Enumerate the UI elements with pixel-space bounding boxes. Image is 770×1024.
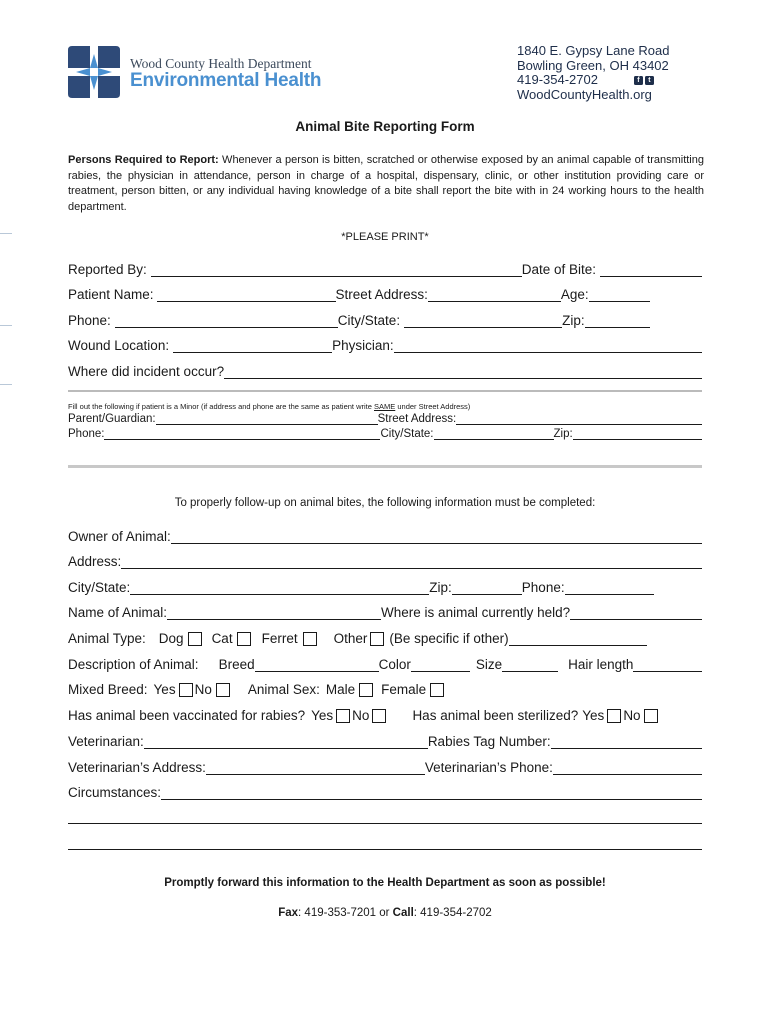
- row-owner-address: [68, 554, 702, 569]
- breed-field[interactable]: [255, 658, 379, 672]
- minor-instructions: [68, 402, 470, 411]
- phone-label: Phone:: [68, 313, 111, 328]
- sex-male-checkbox[interactable]: [359, 683, 373, 697]
- section-divider: [68, 390, 702, 392]
- minor-phone-label: Phone:: [68, 428, 105, 440]
- row-incident-location: [68, 364, 702, 379]
- wound-location-label: Wound Location:: [68, 338, 170, 353]
- owner-zip-field[interactable]: [452, 581, 522, 595]
- phone-row: [517, 73, 670, 88]
- incident-location-label: Where did incident occur?: [68, 364, 225, 379]
- type-specific-label: (Be specific if other): [389, 631, 509, 646]
- type-other-label: Other: [333, 631, 368, 646]
- address-line-1: 1840 E. Gypsy Lane Road: [517, 43, 670, 58]
- hair-length-label: Hair length: [568, 657, 634, 672]
- health-department-logo-icon: [66, 44, 122, 100]
- fax-number: : 419-353-7201 or: [298, 907, 393, 919]
- minor-note-before: Fill out the following if patient is a Minor (if address and phone are the same as patient write: [68, 402, 374, 411]
- patient-name-label: Patient Name:: [68, 287, 154, 302]
- twitter-icon[interactable]: t: [645, 76, 654, 85]
- mixed-no-label: No: [194, 682, 212, 697]
- parent-guardian-label: Parent/Guardian:: [68, 413, 156, 425]
- contact-phone: 419-354-2702: [517, 72, 598, 87]
- city-state-label: City/State:: [337, 313, 401, 328]
- row-reported-by: [68, 262, 702, 277]
- row-minor-phone: [68, 428, 702, 440]
- row-animal-type: [68, 631, 702, 646]
- minor-city-state-field[interactable]: [434, 429, 554, 440]
- row-phone: [68, 313, 702, 328]
- row-description: [68, 657, 702, 672]
- minor-note-after: under Street Address): [395, 402, 471, 411]
- circumstances-line-2[interactable]: [68, 823, 702, 824]
- row-parent-guardian: [68, 413, 702, 425]
- minor-street-address-label: Street Address:: [377, 413, 457, 425]
- reported-by-label: Reported By:: [68, 262, 147, 277]
- vaccinated-yes-checkbox[interactable]: [336, 709, 350, 723]
- type-other-field[interactable]: [509, 636, 647, 646]
- sex-male-label: Male: [325, 682, 356, 697]
- row-owner-city: [68, 580, 702, 595]
- minor-phone-field[interactable]: [104, 429, 380, 440]
- description-label: Description of Animal:: [68, 657, 199, 672]
- vet-phone-label: Veterinarian’s Phone:: [424, 760, 553, 775]
- owner-city-state-field[interactable]: [130, 581, 429, 595]
- forward-notice: Promptly forward this information to the Health Department as soon as possible!: [164, 877, 606, 889]
- sterilized-yes-checkbox[interactable]: [607, 709, 621, 723]
- type-ferret-checkbox[interactable]: [303, 632, 317, 646]
- row-mixed-breed: [68, 682, 702, 697]
- animal-type-label: Animal Type:: [68, 631, 146, 646]
- owner-address-field[interactable]: [121, 555, 702, 569]
- section-divider: [68, 465, 702, 468]
- reported-by-field[interactable]: [151, 263, 522, 277]
- mixed-yes-label: Yes: [153, 682, 176, 697]
- vaccinated-no-checkbox[interactable]: [372, 709, 386, 723]
- owner-city-state-label: City/State:: [68, 580, 131, 595]
- type-cat-checkbox[interactable]: [237, 632, 251, 646]
- owner-address-label: Address:: [68, 554, 122, 569]
- circumstances-line-3[interactable]: [68, 849, 702, 850]
- minor-note-same: SAME: [374, 402, 396, 411]
- sterilized-no-label: No: [623, 708, 641, 723]
- breed-label: Breed: [218, 657, 255, 672]
- intro-text: Whenever a person is bitten, scratched or otherwise exposed by an animal capable of transmitting rabies, the physician in attendance, person in charge of a hospital, dispensary, clinic, or other institution providing care or treatment, person bitten, or any individual having knowledge of a bite shall report the bite with in 24 working hours to the health department.: [68, 154, 704, 213]
- type-other-checkbox[interactable]: [370, 632, 384, 646]
- wound-location-field[interactable]: [173, 339, 332, 353]
- date-of-bite-label: Date of Bite:: [521, 262, 596, 277]
- physician-label: Physician:: [332, 338, 394, 353]
- minor-city-state-label: City/State:: [380, 428, 434, 440]
- row-veterinarian: [68, 734, 702, 749]
- phone-field[interactable]: [115, 314, 338, 328]
- mixed-yes-checkbox[interactable]: [179, 683, 193, 697]
- vaccinated-label: Has animal been vaccinated for rabies?: [68, 708, 306, 723]
- vaccinated-yes-label: Yes: [311, 708, 334, 723]
- row-circumstances: [68, 785, 702, 800]
- followup-instructions: To properly follow-up on animal bites, the following information must be completed:: [174, 497, 596, 509]
- street-address-field[interactable]: [428, 288, 561, 302]
- date-of-bite-field[interactable]: [600, 263, 702, 277]
- minor-street-address-field[interactable]: [456, 414, 702, 425]
- physician-field[interactable]: [394, 339, 702, 353]
- patient-name-field[interactable]: [157, 288, 336, 302]
- call-number: : 419-354-2702: [413, 907, 492, 919]
- sex-female-label: Female: [381, 682, 427, 697]
- sterilized-label: Has animal been sterilized?: [412, 708, 579, 723]
- animal-held-label: Where is animal currently held?: [381, 605, 571, 620]
- circumstances-field[interactable]: [161, 786, 702, 800]
- age-label: Age:: [560, 287, 589, 302]
- owner-phone-label: Phone:: [521, 580, 565, 595]
- minor-zip-field[interactable]: [573, 429, 702, 440]
- vet-address-field[interactable]: [206, 761, 425, 775]
- row-wound-location: [68, 338, 702, 353]
- rabies-tag-label: Rabies Tag Number:: [427, 734, 551, 749]
- address-line-2: Bowling Green, OH 43402: [517, 57, 669, 73]
- type-cat-label: Cat: [211, 631, 233, 646]
- website-link[interactable]: WoodCountyHealth.org: [517, 86, 652, 102]
- mixed-breed-label: Mixed Breed:: [68, 682, 148, 697]
- form-title: Animal Bite Reporting Form: [295, 119, 475, 134]
- edge-mark: [0, 325, 12, 326]
- parent-guardian-field[interactable]: [156, 414, 378, 425]
- vet-address-label: Veterinarian’s Address:: [68, 760, 206, 775]
- social-icons: [634, 76, 654, 85]
- zip-field[interactable]: [585, 314, 650, 328]
- street-address-label: Street Address:: [335, 287, 428, 302]
- city-state-field[interactable]: [404, 314, 562, 328]
- animal-held-field[interactable]: [570, 606, 702, 620]
- circumstances-label: Circumstances:: [68, 785, 162, 800]
- row-vaccinated: [68, 708, 702, 723]
- sex-female-checkbox[interactable]: [430, 683, 444, 697]
- owner-phone-field[interactable]: [565, 581, 654, 595]
- color-field[interactable]: [411, 658, 470, 672]
- vaccinated-no-label: No: [352, 708, 370, 723]
- row-animal-name: [68, 605, 702, 620]
- row-owner: [68, 529, 702, 544]
- fax-label: Fax: [278, 907, 299, 919]
- row-vet-address: [68, 760, 702, 775]
- animal-name-label: Name of Animal:: [68, 605, 168, 620]
- owner-zip-label: Zip:: [429, 580, 452, 595]
- department-name: Environmental Health: [130, 70, 322, 91]
- row-patient-name: [68, 287, 702, 302]
- sterilized-yes-label: Yes: [582, 708, 605, 723]
- sterilized-no-checkbox[interactable]: [644, 709, 658, 723]
- facebook-icon[interactable]: f: [634, 76, 643, 85]
- minor-zip-label: Zip:: [553, 428, 573, 440]
- color-label: Color: [378, 657, 411, 672]
- veterinarian-label: Veterinarian:: [68, 734, 144, 749]
- hair-length-field[interactable]: [633, 658, 702, 672]
- size-field[interactable]: [502, 658, 558, 672]
- organization-name: Wood County Health Department: [130, 56, 312, 71]
- owner-label: Owner of Animal:: [68, 529, 171, 544]
- zip-label: Zip:: [562, 313, 585, 328]
- veterinarian-field[interactable]: [144, 735, 428, 749]
- animal-sex-label: Animal Sex:: [247, 682, 320, 697]
- type-dog-checkbox[interactable]: [188, 632, 202, 646]
- age-field[interactable]: [589, 288, 650, 302]
- intro-paragraph: [68, 153, 704, 215]
- mixed-no-checkbox[interactable]: [216, 683, 230, 697]
- incident-location-field[interactable]: [224, 365, 702, 379]
- contact-block: [517, 44, 670, 102]
- call-label: Call: [392, 907, 414, 919]
- fax-call-line: [0, 907, 770, 919]
- type-ferret-label: Ferret: [261, 631, 298, 646]
- please-print-note: *PLEASE PRINT*: [341, 231, 429, 243]
- type-dog-label: Dog: [158, 631, 184, 646]
- intro-lead: Persons Required to Report:: [68, 154, 219, 166]
- size-label: Size: [475, 657, 503, 672]
- edge-mark: [0, 384, 12, 385]
- vet-phone-field[interactable]: [553, 761, 702, 775]
- owner-field[interactable]: [171, 530, 702, 544]
- animal-name-field[interactable]: [167, 606, 381, 620]
- rabies-tag-field[interactable]: [551, 735, 702, 749]
